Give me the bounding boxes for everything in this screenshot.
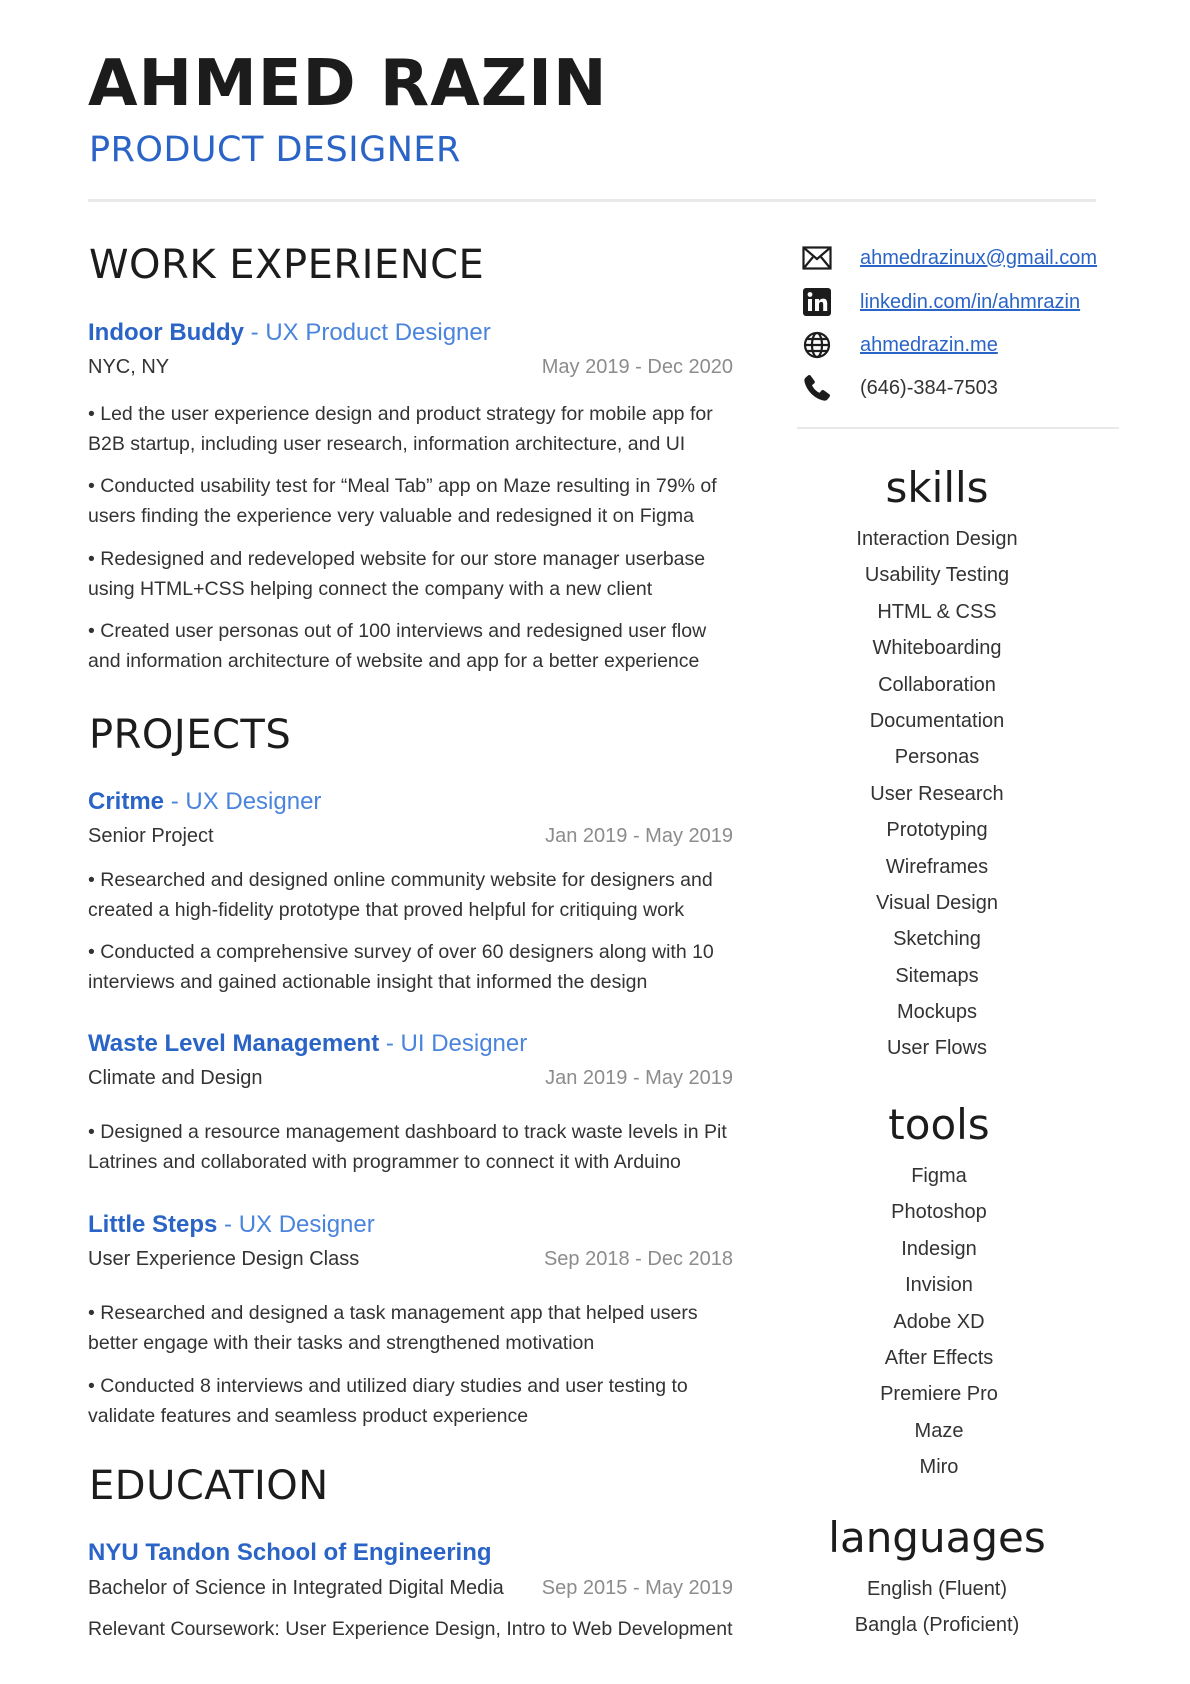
bullet-item: • Created user personas out of 100 interviews and redesigned user flow and information architecture of website and app for a better experience xyxy=(88,620,707,672)
entry-heading xyxy=(88,318,491,348)
skill-item: User Research xyxy=(870,782,1004,805)
tool-item: Premiere Pro xyxy=(880,1383,998,1406)
project-heading xyxy=(88,1029,527,1059)
projects-heading: PROJECTS xyxy=(89,712,292,758)
languages-list xyxy=(797,1571,1077,1644)
education-dates: Sep 2015 - May 2019 xyxy=(541,1577,733,1599)
linkedin-link[interactable]: linkedin.com/in/ahmrazin xyxy=(860,290,1081,313)
skill-item: Prototyping xyxy=(886,819,988,842)
entry-separator: - xyxy=(379,1030,401,1057)
project-name: Waste Level Management xyxy=(88,1030,380,1057)
tool-item: Miro xyxy=(919,1456,959,1479)
project-context: Senior Project xyxy=(88,825,214,847)
skill-item: Sitemaps xyxy=(895,964,979,987)
skills-list xyxy=(797,521,1077,1067)
project-heading xyxy=(88,1210,375,1240)
project-dates: Jan 2019 - May 2019 xyxy=(545,1067,733,1089)
skill-item: User Flows xyxy=(886,1037,987,1060)
bullet-item: • Conducted usability test for “Meal Tab” app on Maze resulting in 79% of users finding the experience very valuable and redesigned it on Figma xyxy=(88,475,717,527)
phone-icon xyxy=(802,373,832,403)
linkedin-icon xyxy=(802,287,832,317)
entry-separator: - xyxy=(243,319,266,346)
skill-item: Interaction Design xyxy=(856,528,1018,550)
tools-list xyxy=(799,1158,1079,1486)
contact-linkedin xyxy=(802,287,1097,317)
bullet-item: • Conducted 8 interviews and utilized diary studies and user testing to validate features and seamless product experience xyxy=(88,1375,688,1427)
tool-item: After Effects xyxy=(884,1346,994,1369)
education-heading: EDUCATION xyxy=(89,1463,329,1509)
tool-item: Maze xyxy=(914,1419,964,1442)
project-name: Little Steps xyxy=(88,1211,218,1238)
language-item: Bangla (Proficient) xyxy=(854,1614,1020,1637)
contact-list xyxy=(802,243,1097,403)
tool-item: Photoshop xyxy=(891,1201,987,1224)
coursework: Relevant Coursework: User Experience Design, Intro to Web Development xyxy=(88,1618,733,1640)
candidate-role: PRODUCT DESIGNER xyxy=(89,130,461,170)
contact-phone xyxy=(802,373,1097,403)
header-divider xyxy=(88,199,1096,202)
skill-item: Visual Design xyxy=(876,891,998,914)
project-meta xyxy=(88,1246,733,1272)
entry-separator: - xyxy=(217,1211,239,1238)
project-name: Critme xyxy=(88,788,165,815)
project-dates: Jan 2019 - May 2019 xyxy=(545,825,733,847)
skill-item: HTML & CSS xyxy=(877,600,997,623)
tools-section xyxy=(799,1100,1079,1486)
bullet-item: • Redesigned and redeveloped website for our store manager userbase using HTML+CSS helping connect the company with a new client xyxy=(88,548,706,600)
entry-meta xyxy=(88,354,733,380)
project-context: Climate and Design xyxy=(88,1067,263,1089)
languages-section xyxy=(797,1513,1077,1644)
email-link[interactable]: ahmedrazinux@gmail.com xyxy=(860,246,1098,269)
contact-email xyxy=(802,243,1097,273)
bullet-item: • Designed a resource management dashboard to track waste levels in Pit Latrines and collaborated with programmer to connect it with Arduino xyxy=(88,1121,727,1173)
skills-heading: skills xyxy=(885,463,989,512)
website-link[interactable]: ahmedrazin.me xyxy=(860,333,998,356)
tool-item: Figma xyxy=(911,1165,967,1187)
globe-icon xyxy=(802,330,832,360)
tool-item: Indesign xyxy=(901,1237,977,1260)
bullet-item: • Researched and designed online community website for designers and created a high-fidelity prototype that proved helpful for critiquing work xyxy=(88,869,713,921)
language-item: English (Fluent) xyxy=(866,1578,1008,1600)
project-role: UI Designer xyxy=(400,1030,528,1057)
work-entry xyxy=(88,318,491,348)
entry-org: Indoor Buddy xyxy=(88,319,244,346)
skill-item: Personas xyxy=(894,746,980,769)
candidate-name: AHMED RAZIN xyxy=(88,47,608,121)
skill-item: Wireframes xyxy=(885,855,989,878)
mail-icon xyxy=(802,243,832,273)
phone-number: (646)-384-7503 xyxy=(860,376,998,399)
project-heading xyxy=(88,787,321,817)
bullet-item: • Conducted a comprehensive survey of over 60 designers along with 10 interviews and gained actionable insight that informed the design xyxy=(88,941,714,993)
degree: Bachelor of Science in Integrated Digital Media xyxy=(88,1577,504,1599)
project-role: UX Designer xyxy=(185,788,322,815)
bullet-item: • Researched and designed a task management app that helped users better engage with their tasks and strengthened motivation xyxy=(88,1302,698,1354)
entry-separator: - xyxy=(164,788,186,815)
skills-section xyxy=(797,463,1077,1067)
project-dates: Sep 2018 - Dec 2018 xyxy=(543,1248,733,1270)
entry-dates: May 2019 - Dec 2020 xyxy=(541,356,733,378)
work-experience-heading: WORK EXPERIENCE xyxy=(89,242,485,288)
entry-location: NYC, NY xyxy=(88,356,170,378)
tool-item: Adobe XD xyxy=(893,1310,985,1333)
skill-item: Documentation xyxy=(869,709,1005,732)
entry-title: UX Product Designer xyxy=(265,319,491,346)
project-meta xyxy=(88,823,733,849)
skill-item: Mockups xyxy=(896,1001,978,1024)
skill-item: Collaboration xyxy=(878,673,996,696)
tools-heading: tools xyxy=(888,1100,990,1149)
education-meta xyxy=(88,1575,733,1601)
project-role: UX Designer xyxy=(238,1211,375,1238)
skill-item: Usability Testing xyxy=(864,564,1010,587)
contact-website xyxy=(802,330,1097,360)
school-name-text: NYU Tandon School of Engineering xyxy=(88,1539,492,1566)
languages-heading: languages xyxy=(828,1513,1046,1562)
school-name xyxy=(88,1538,492,1568)
sidebar-divider xyxy=(797,427,1119,429)
project-context: User Experience Design Class xyxy=(88,1248,360,1270)
bullet-item: • Led the user experience design and product strategy for mobile app for B2B startup, including user research, information architecture, and UI xyxy=(88,403,713,455)
project-meta xyxy=(88,1065,733,1091)
skill-item: Whiteboarding xyxy=(872,637,1002,660)
skill-item: Sketching xyxy=(893,928,981,951)
tool-item: Invision xyxy=(905,1274,973,1297)
